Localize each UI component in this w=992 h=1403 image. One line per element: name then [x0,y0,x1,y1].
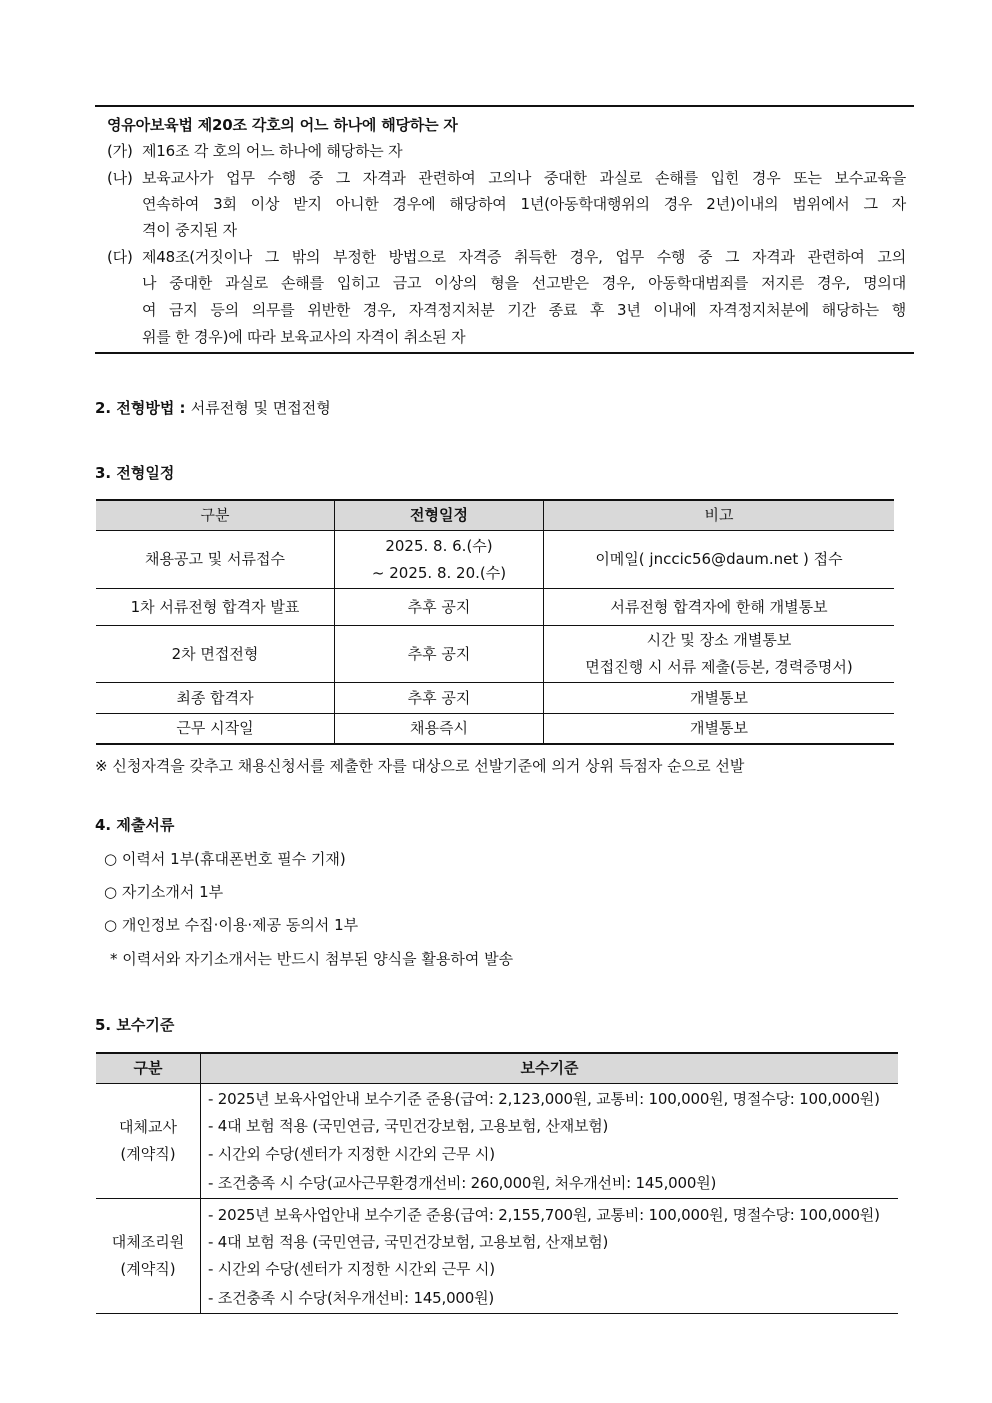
document-item: ○ 개인정보 수집·이용·제공 동의서 1부 [104,916,359,934]
cell-line: 대체조리원 [111,1233,185,1251]
cell-line: 시간 및 장소 개별통보 [646,631,792,649]
table-rule [96,1083,898,1084]
item-line: 제16조 각 호의 어느 하나에 해당하는 자 [142,142,403,160]
table-cell [335,531,543,588]
table-cell: 추후 공지 [407,597,471,616]
pay-line: - 조건충족 시 수당(교사근무환경개선비: 260,000원, 처우개선비: 145,000원) [208,1174,717,1192]
section-2-title: 2. 전형방법 : [95,399,186,417]
section-3-heading: 3. 전형일정 [95,464,175,482]
document-note: * 이력서와 자기소개서는 반드시 첨부된 양식을 활용하여 발송 [110,950,514,968]
item-line: 연속하여 3회 이상 받지 아니한 경우에 해당하여 1년(아동학대행위의 경우 2년)이내의 범위에서 그 자 [142,195,906,213]
table-rule [200,1052,201,1314]
item-label: (다) [107,248,133,266]
table-cell: 추후 공지 [407,644,471,663]
document-item: ○ 이력서 1부(휴대폰번호 필수 기재) [104,850,346,868]
table-cell [544,626,894,682]
pay-line: - 4대 보험 적용 (국민연금, 국민건강보험, 고용보험, 산재보험) [208,1233,609,1251]
col-header: 구분 [200,505,230,524]
item-line: 나 중대한 과실로 손해를 입히고 금고 이상의 형을 선고받은 경우, 아동학대범죄를 저지른 경우, 명의대 [142,274,906,292]
schedule-table [96,499,894,745]
col-header: 전형일정 [410,505,468,524]
section-4-heading: 4. 제출서류 [95,816,175,834]
cell-line: (계약직) [120,1260,176,1278]
table-cell: 추후 공지 [407,688,471,707]
item-line: 위를 한 경우)에 따라 보육교사의 자격이 취소된 자 [142,328,466,346]
col-header: 구분 [133,1058,163,1077]
table-cell [96,1199,200,1313]
item-line: 제48조(거짓이나 그 밖의 부정한 방법으로 자격증 취득한 경우, 업무 수행 중 그 자격과 관련하여 고의 [142,248,906,266]
table-cell: 근무 시작일 [176,719,254,737]
cell-line: (계약직) [120,1145,176,1163]
document-item: ○ 자기소개서 1부 [104,883,224,901]
col-header: 비고 [704,505,734,524]
item-line: 격이 중지된 자 [142,221,237,239]
table-rule [96,1313,898,1314]
table-cell: 서류전형 합격자에 한해 개별통보 [610,597,828,616]
section-2-heading [95,397,331,418]
section-5-heading: 5. 보수기준 [95,1016,175,1034]
table-rule [96,1198,898,1199]
table-cell: 이메일( jnccic56@daum.net ) 접수 [595,550,843,568]
item-label: (나) [107,169,133,187]
cell-line: ~ 2025. 8. 20.(수) [371,563,507,582]
table-rule [96,743,894,745]
table-cell: 개별통보 [690,719,748,737]
table-cell: 1차 서류전형 합격자 발표 [130,597,300,616]
col-header: 보수기준 [520,1058,579,1077]
table-cell: 채용공고 및 서류접수 [145,550,285,568]
pay-line: - 시간외 수당(센터가 지정한 시간외 근무 시) [208,1145,495,1163]
item-line: 보육교사가 업무 수행 중 그 자격과 관련하여 고의나 중대한 과실로 손해를 입힌 경우 또는 보수교육을 [142,169,906,187]
table-cell [96,1084,200,1198]
pay-line: - 2025년 보육사업안내 보수기준 준용(급여: 2,123,000원, 교통비: 100,000원, 명절수당: 100,000원) [208,1090,880,1108]
table-cell: 개별통보 [690,688,748,707]
pay-line: - 4대 보험 적용 (국민연금, 국민건강보험, 고용보험, 산재보험) [208,1117,609,1135]
item-line: 여 금지 등의 의무를 위반한 경우, 자격정지처분 기간 종료 후 3년 이내에 자격정지처분에 해당하는 행 [142,301,906,319]
table-cell: 채용즉시 [410,719,468,737]
pay-line: - 시간외 수당(센터가 지정한 시간외 근무 시) [208,1260,495,1278]
pay-line: - 조건충족 시 수당(처우개선비: 145,000원) [208,1289,495,1307]
section-2-value: 서류전형 및 면접전형 [190,399,331,417]
cell-line: 2025. 8. 6.(수) [385,536,493,555]
table-cell: 최종 합격자 [176,688,254,707]
item-label: (가) [107,142,133,160]
table-cell: 2차 면접전형 [171,644,259,663]
cell-line: 대체교사 [119,1118,177,1136]
selection-note: ※ 신청자격을 갖추고 채용신청서를 제출한 자를 대상으로 선발기준에 의거 상위 득점자 순으로 선발 [95,757,745,775]
cell-line: 면접진행 시 서류 제출(등본, 경력증명서) [585,658,853,676]
pay-line: - 2025년 보육사업안내 보수기준 준용(급여: 2,155,700원, 교통비: 100,000원, 명절수당: 100,000원) [208,1206,880,1224]
qualification-title: 영유아보육법 제20조 각호의 어느 하나에 해당하는 자 [107,116,458,134]
